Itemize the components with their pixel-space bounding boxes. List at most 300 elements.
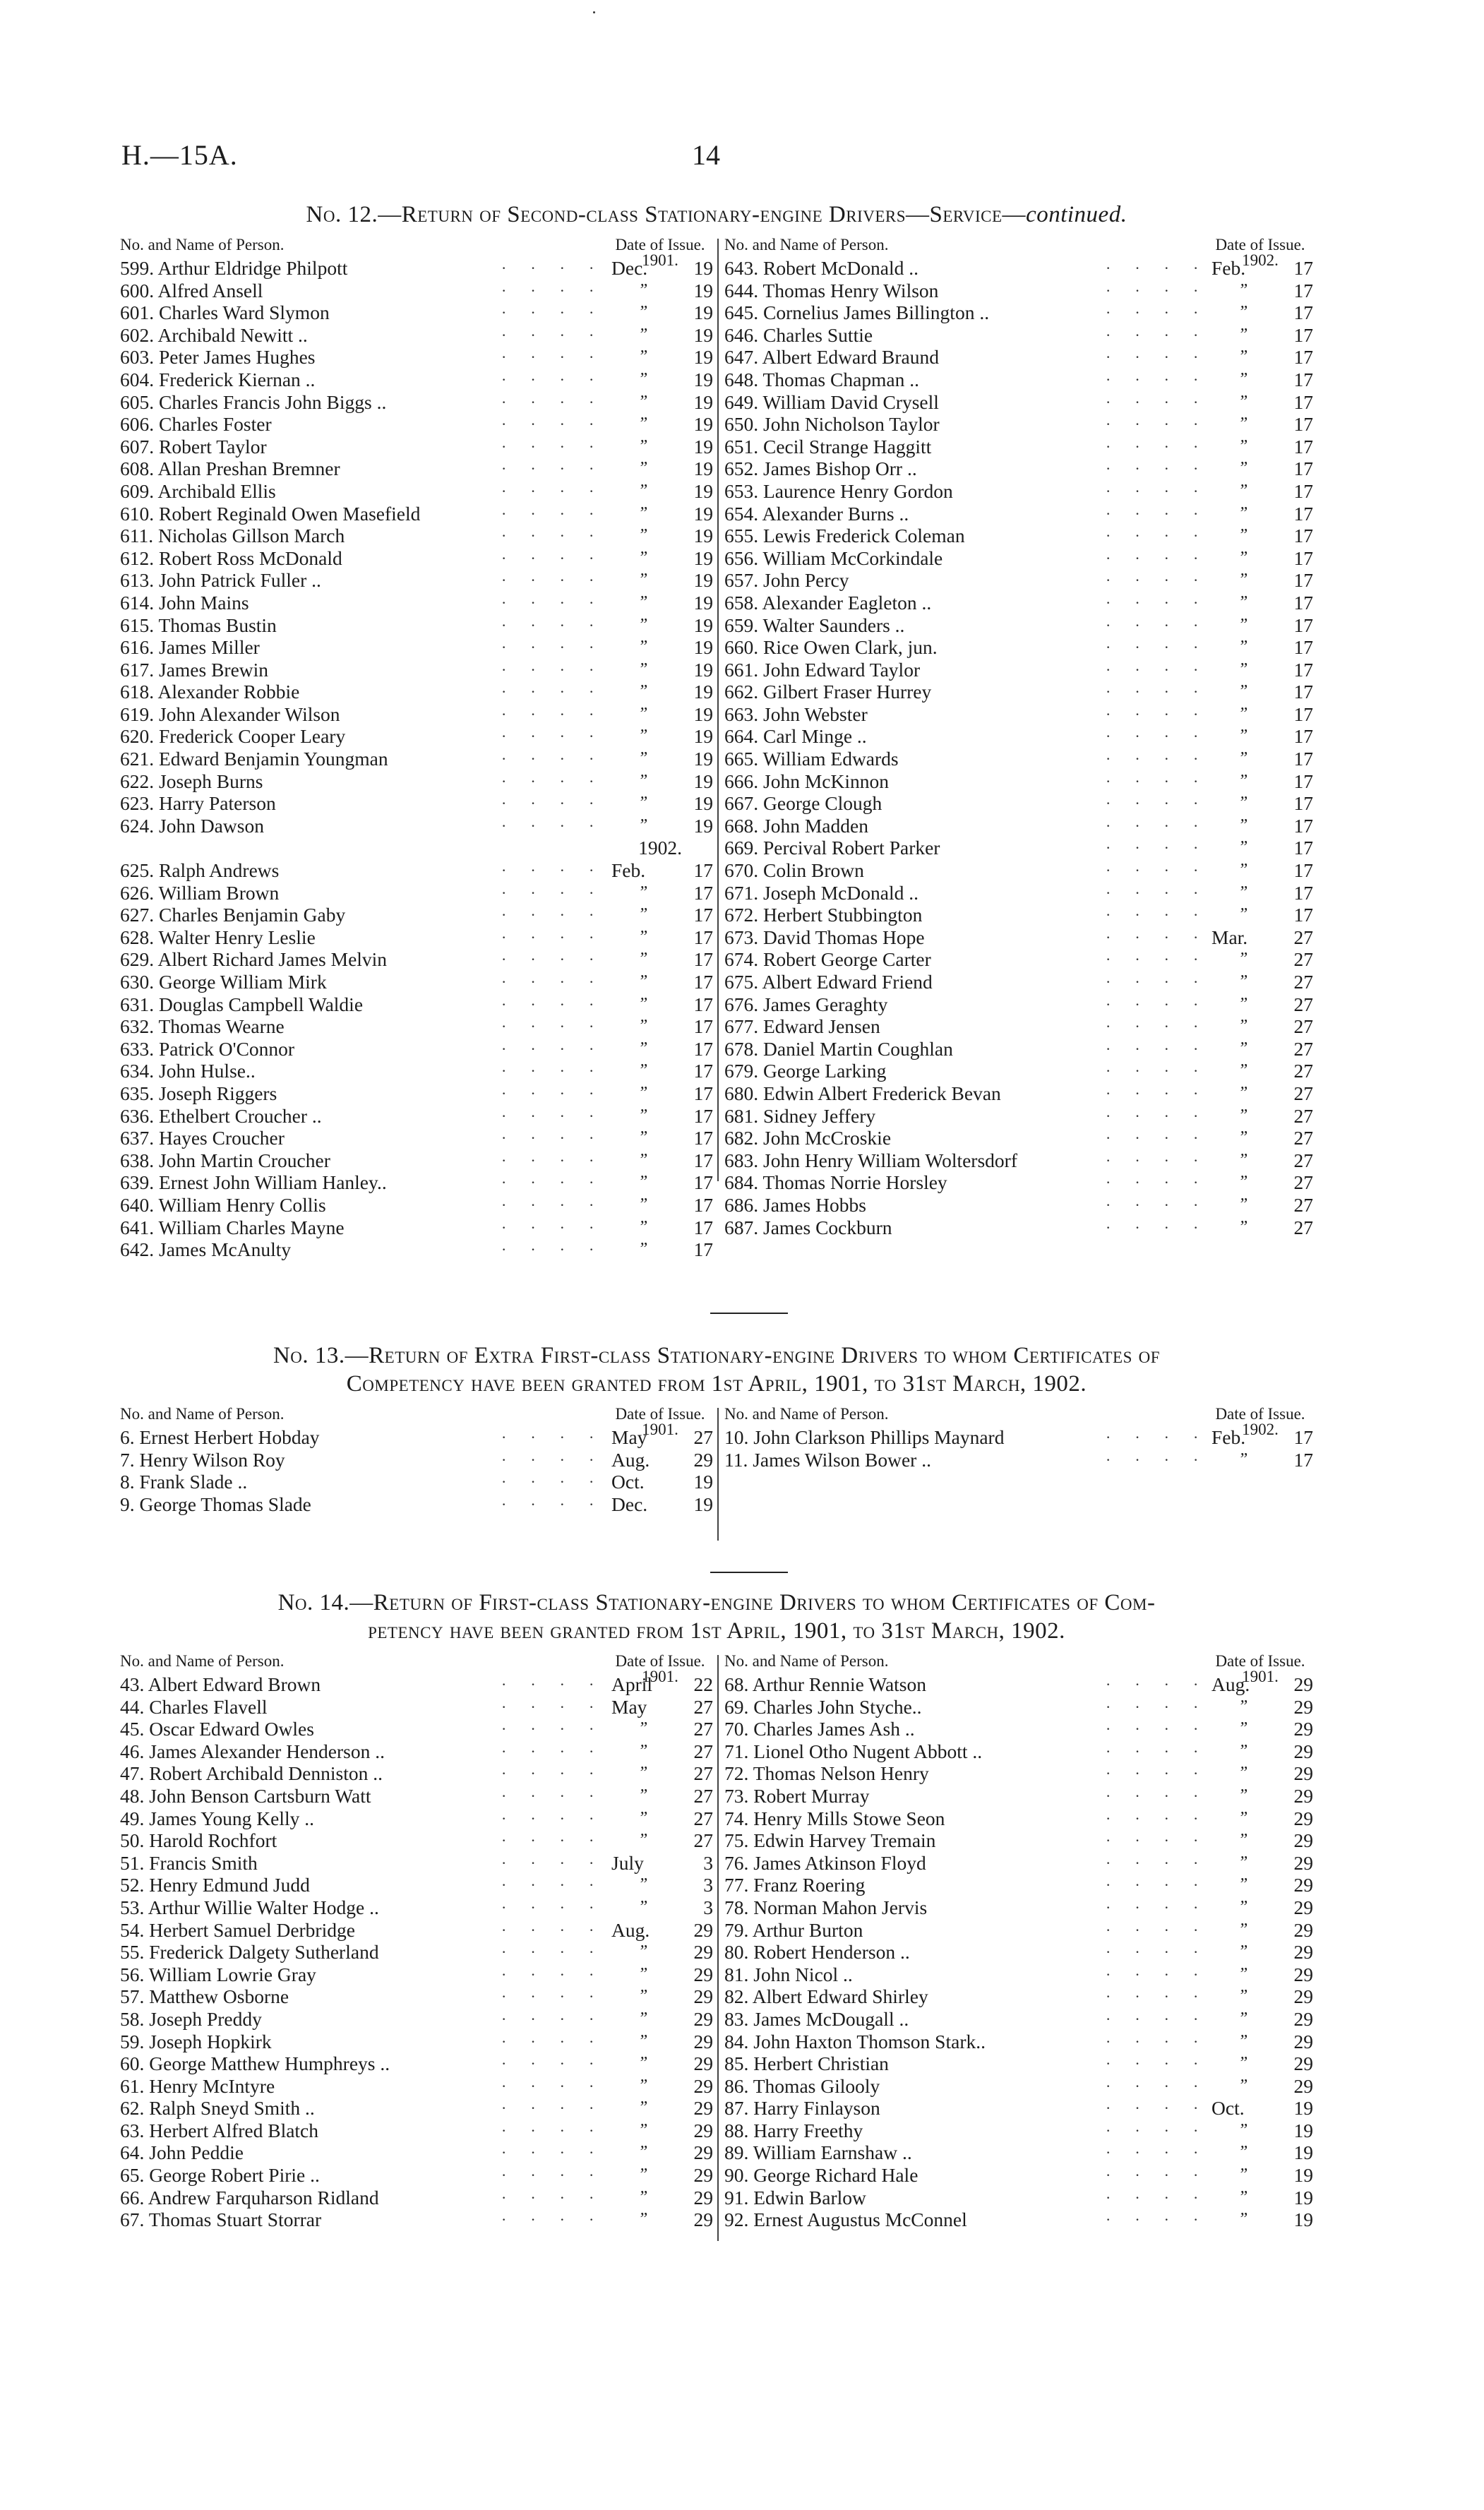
- issue-date: [607, 948, 713, 971]
- ditto-mark: ”: [1238, 1987, 1248, 2006]
- issue-day: 19: [693, 636, 713, 659]
- issue-day: 17: [693, 1171, 713, 1194]
- person-name: 51. Francis Smith: [120, 1851, 258, 1874]
- person-name: 90. George Richard Hale: [724, 2164, 918, 2187]
- person-name: 92. Ernest Augustus McConnel: [724, 2209, 967, 2231]
- person-name: 621. Edward Benjamin Youngman: [120, 748, 388, 770]
- ditto-mark: ”: [1238, 1083, 1248, 1102]
- date-header-year: 1901.: [642, 251, 678, 269]
- person-name: 617. James Brewin: [120, 658, 269, 681]
- person-name: 673. David Thomas Hope: [724, 926, 925, 948]
- issue-month: Oct.: [611, 1471, 645, 1493]
- entry-row: [120, 1082, 713, 1105]
- person-name: 644. Thomas Henry Wilson: [724, 279, 939, 301]
- person-name: 668. John Madden: [724, 814, 868, 837]
- issue-date: [607, 2141, 713, 2164]
- ditto-mark: ”: [638, 526, 648, 545]
- dot-leader: ····: [501, 1876, 618, 1894]
- person-name: 671. Joseph McDonald ..: [724, 881, 918, 904]
- dot-leader: ····: [501, 616, 618, 634]
- entry-row: [120, 1785, 713, 1807]
- issue-day: 29: [1293, 1941, 1313, 1964]
- entry-row: [724, 1105, 1313, 1128]
- person-name: 622. Joseph Burns: [120, 770, 263, 792]
- person-name: 89. William Earnshaw ..: [724, 2141, 912, 2164]
- ditto-mark: ”: [1238, 592, 1248, 611]
- issue-date: [1207, 1896, 1313, 1919]
- dot-leader: ····: [1106, 973, 1223, 991]
- issue-date: [607, 257, 713, 280]
- ditto-mark: ”: [638, 436, 648, 455]
- issue-day: 29: [693, 2141, 713, 2164]
- dot-leader: ····: [1106, 2211, 1223, 2229]
- issue-date: [607, 659, 713, 681]
- ditto-mark: ”: [1238, 1061, 1248, 1080]
- issue-month: Aug.: [1211, 1673, 1250, 1695]
- entry-row: [120, 614, 713, 637]
- issue-month: Dec.: [611, 1493, 648, 1515]
- dot-leader: ····: [1106, 482, 1223, 500]
- entry-row: [120, 770, 713, 793]
- entry-row: [724, 1762, 1313, 1785]
- entry-list: [120, 1673, 713, 2231]
- issue-day: 17: [693, 948, 713, 971]
- section-divider-rule: [710, 1313, 788, 1314]
- person-name: 8. Frank Slade ..: [120, 1471, 248, 1493]
- entry-row: [724, 971, 1313, 993]
- date-header-year: 1901.: [642, 1668, 678, 1685]
- dot-leader: ····: [501, 1764, 618, 1783]
- person-name: 654. Alexander Burns ..: [724, 502, 909, 525]
- return-14-section: [120, 1589, 1313, 2231]
- ditto-mark: ”: [638, 1808, 648, 1827]
- person-name: 9. George Thomas Slade: [120, 1493, 311, 1515]
- issue-day: 17: [1293, 591, 1313, 614]
- ditto-mark: ”: [638, 1786, 648, 1805]
- dot-leader: ····: [501, 995, 618, 1013]
- person-name: 638. John Martin Croucher: [120, 1149, 330, 1171]
- entry-row: [120, 1696, 713, 1719]
- issue-date: [1207, 1829, 1313, 1852]
- ditto-mark: ”: [1238, 2143, 1248, 2162]
- issue-date: [607, 2209, 713, 2231]
- issue-day: 19: [693, 614, 713, 636]
- issue-day: 17: [1293, 546, 1313, 569]
- ditto-mark: ”: [638, 2210, 648, 2229]
- ditto-mark: ”: [1238, 2031, 1248, 2050]
- issue-date: [1207, 882, 1313, 904]
- issue-date: [1207, 792, 1313, 815]
- entry-row: [724, 993, 1313, 1016]
- issue-date: [1207, 1762, 1313, 1785]
- issue-day: 27: [1293, 1193, 1313, 1216]
- issue-day: 19: [693, 525, 713, 547]
- dot-leader: ····: [1106, 1764, 1223, 1783]
- issue-date: [1207, 1718, 1313, 1740]
- person-name: 11. James Wilson Bower ..: [724, 1448, 931, 1471]
- issue-date: [1207, 703, 1313, 726]
- person-name: 659. Walter Saunders ..: [724, 614, 905, 636]
- ditto-mark: ”: [1238, 1039, 1248, 1058]
- entry-row: [724, 2097, 1313, 2120]
- entry-row: [120, 1493, 713, 1516]
- issue-month: Feb.: [1211, 257, 1246, 279]
- person-name: 611. Nicholas Gillson March: [120, 525, 345, 547]
- issue-day: 29: [693, 2007, 713, 2030]
- dot-leader: ····: [501, 1495, 618, 1513]
- date-header-label: Date of Issue.: [615, 1405, 705, 1423]
- issue-date: [1207, 904, 1313, 926]
- issue-date: [1207, 926, 1313, 949]
- ditto-mark: ”: [1238, 1786, 1248, 1805]
- return-13-title: [120, 1341, 1313, 1398]
- dot-leader: ····: [501, 683, 618, 701]
- entry-row: [724, 2052, 1313, 2075]
- issue-date: [1207, 636, 1313, 659]
- entry-row: [724, 2075, 1313, 2098]
- date-header-label: Date of Issue.: [615, 236, 705, 253]
- date-header-label: Date of Issue.: [1215, 1405, 1305, 1423]
- issue-day: 17: [1293, 1448, 1313, 1471]
- issue-date: [1207, 1964, 1313, 1986]
- issue-month: May: [611, 1695, 647, 1718]
- issue-date: [607, 2008, 713, 2031]
- issue-date: [607, 926, 713, 949]
- issue-day: 29: [1293, 1829, 1313, 1852]
- issue-day: 17: [1293, 257, 1313, 279]
- ditto-mark: ”: [638, 2143, 648, 2162]
- dot-leader: ····: [501, 772, 618, 790]
- entry-row: [724, 681, 1313, 703]
- dot-leader: ····: [1106, 1218, 1223, 1236]
- entry-row: [120, 1964, 713, 1986]
- dot-leader: ····: [1106, 883, 1223, 902]
- entry-row: [120, 2052, 713, 2075]
- dot-leader: ····: [1106, 2188, 1223, 2206]
- dot-leader: ····: [1106, 1428, 1223, 1446]
- issue-date: [607, 391, 713, 414]
- name-column-header: No. and Name of Person.: [120, 1652, 285, 1670]
- person-name: 66. Andrew Farquharson Ridland: [120, 2186, 379, 2209]
- dot-leader: ····: [1106, 1943, 1223, 1961]
- entry-row: [120, 1807, 713, 1830]
- person-name: 610. Robert Reginald Owen Masefield: [120, 502, 421, 525]
- person-name: 630. George William Mirk: [120, 971, 327, 993]
- issue-date: [607, 1238, 713, 1261]
- issue-date: [1207, 324, 1313, 347]
- ditto-mark: ”: [1238, 2165, 1248, 2185]
- entry-row: [120, 1852, 713, 1875]
- person-name: 660. Rice Owen Clark, jun.: [724, 636, 938, 659]
- issue-date: [607, 369, 713, 391]
- issue-month: Mar.: [1211, 926, 1248, 948]
- issue-day: 19: [693, 546, 713, 569]
- issue-date: [607, 1874, 713, 1896]
- issue-date: [1207, 391, 1313, 414]
- date-header-label: Date of Issue.: [1215, 236, 1305, 253]
- issue-month: April: [611, 1673, 653, 1695]
- page-header: [106, 138, 1377, 181]
- issue-date: [1207, 369, 1313, 391]
- issue-date: [1207, 770, 1313, 793]
- dot-leader: ····: [501, 1988, 618, 2006]
- ditto-mark: ”: [1238, 570, 1248, 590]
- entry-row: [724, 1696, 1313, 1719]
- person-name: 609. Archibald Ellis: [120, 479, 276, 502]
- entry-row: [120, 436, 713, 458]
- issue-day: 17: [693, 993, 713, 1015]
- issue-date: [607, 1471, 713, 1493]
- person-name: 676. James Geraghty: [724, 993, 888, 1015]
- issue-date: [1207, 1149, 1313, 1172]
- issue-date: [1207, 503, 1313, 525]
- entry-row: [120, 1449, 713, 1471]
- entry-row: [724, 1015, 1313, 1038]
- issue-date: [1207, 2209, 1313, 2231]
- dot-leader: ····: [501, 259, 618, 277]
- person-name: 681. Sidney Jeffery: [724, 1104, 876, 1127]
- issue-day: 19: [693, 390, 713, 413]
- entry-row: [120, 1673, 713, 1696]
- dot-leader: ····: [1106, 2166, 1223, 2185]
- person-name: 6. Ernest Herbert Hobday: [120, 1426, 320, 1448]
- person-name: 624. John Dawson: [120, 814, 264, 837]
- issue-date: [607, 346, 713, 369]
- entry-row: [120, 926, 713, 949]
- ditto-mark: ”: [1238, 659, 1248, 679]
- issue-month: Feb.: [1211, 1426, 1246, 1448]
- ditto-mark: ”: [638, 1106, 648, 1125]
- issue-day: 17: [693, 1060, 713, 1082]
- dot-leader: ····: [501, 1742, 618, 1760]
- dot-leader: ····: [1106, 460, 1223, 478]
- ditto-mark: ”: [1238, 414, 1248, 434]
- dot-leader: ····: [1106, 1853, 1223, 1872]
- issue-date: [607, 2052, 713, 2075]
- issue-day: 19: [693, 814, 713, 837]
- dot-leader: ····: [501, 906, 618, 924]
- ditto-mark: ”: [1238, 972, 1248, 991]
- person-name: 642. James McAnulty: [120, 1238, 292, 1261]
- column-divider: [717, 1408, 719, 1541]
- issue-day: 17: [1293, 904, 1313, 926]
- ditto-mark: ”: [1238, 1128, 1248, 1147]
- ditto-mark: ”: [638, 615, 648, 634]
- issue-date: [1207, 480, 1313, 503]
- issue-day: 27: [1293, 1127, 1313, 1149]
- issue-date: [607, 703, 713, 726]
- person-name: 71. Lionel Otho Nugent Abbott ..: [724, 1740, 983, 1762]
- person-name: 657. John Percy: [724, 569, 849, 592]
- issue-day: 19: [693, 748, 713, 770]
- dot-leader: ····: [501, 304, 618, 322]
- person-name: 91. Edwin Barlow: [724, 2186, 866, 2209]
- dot-leader: ····: [1106, 1151, 1223, 1169]
- ditto-mark: ”: [1238, 727, 1248, 746]
- person-name: 636. Ethelbert Croucher ..: [120, 1104, 322, 1127]
- dot-leader: ····: [501, 1853, 618, 1872]
- dot-leader: ····: [501, 504, 618, 522]
- issue-date: [1207, 2052, 1313, 2075]
- issue-day: 17: [1293, 770, 1313, 792]
- entry-row: [724, 1217, 1313, 1239]
- person-name: 620. Frederick Cooper Leary: [120, 725, 346, 748]
- dot-leader: ····: [1106, 2121, 1223, 2139]
- dot-leader: ····: [1106, 1876, 1223, 1894]
- entry-list: [724, 1673, 1313, 2231]
- dot-leader: ····: [1106, 593, 1223, 611]
- ditto-mark: ”: [1238, 771, 1248, 790]
- issue-day: 29: [1293, 1673, 1313, 1695]
- entry-row: [120, 2120, 713, 2142]
- entry-row: [120, 2008, 713, 2031]
- issue-day: 19: [693, 591, 713, 614]
- person-name: 641. William Charles Mayne: [120, 1216, 345, 1238]
- issue-date: [607, 324, 713, 347]
- ditto-mark: ”: [1238, 548, 1248, 567]
- person-name: 647. Albert Edward Braund: [724, 346, 939, 369]
- entry-row: [120, 2164, 713, 2187]
- issue-date: [607, 1964, 713, 1986]
- issue-date: [1207, 1038, 1313, 1060]
- ditto-mark: ”: [1238, 1764, 1248, 1783]
- issue-date: [1207, 1985, 1313, 2008]
- person-name: 640. William Henry Collis: [120, 1193, 326, 1216]
- issue-date: [607, 614, 713, 637]
- date-header-year: 1901.: [642, 1421, 678, 1438]
- issue-day: 29: [1293, 2030, 1313, 2052]
- entry-row: [120, 346, 713, 369]
- ditto-mark: ”: [638, 1897, 648, 1916]
- issue-day: 19: [1293, 2209, 1313, 2231]
- entry-row: [120, 948, 713, 971]
- entry-row: [120, 1015, 713, 1038]
- entry-row: [120, 815, 713, 837]
- entry-row: [724, 1852, 1313, 1875]
- issue-day: 17: [693, 971, 713, 993]
- issue-day: 17: [1293, 658, 1313, 681]
- ditto-mark: ”: [638, 1240, 648, 1259]
- issue-date: [607, 1941, 713, 1964]
- entry-row: [724, 837, 1313, 859]
- issue-date: [607, 1852, 713, 1875]
- person-name: 626. William Brown: [120, 881, 280, 904]
- issue-day: 19: [693, 1493, 713, 1515]
- issue-day: 17: [1293, 614, 1313, 636]
- entry-row: [724, 301, 1313, 324]
- dot-leader: ····: [1106, 772, 1223, 790]
- issue-day: 19: [693, 323, 713, 346]
- issue-day: 17: [1293, 1426, 1313, 1448]
- entry-row: [120, 882, 713, 904]
- entry-row: [120, 703, 713, 726]
- dot-leader: ····: [501, 415, 618, 434]
- person-name: 10. John Clarkson Phillips Maynard: [724, 1426, 1005, 1448]
- issue-date: [607, 413, 713, 436]
- issue-day: 17: [693, 1238, 713, 1261]
- person-name: 603. Peter James Hughes: [120, 346, 316, 369]
- issue-date: [1207, 301, 1313, 324]
- issue-date: [1207, 2187, 1313, 2209]
- entry-row: [120, 2209, 713, 2231]
- person-name: 68. Arthur Rennie Watson: [724, 1673, 926, 1695]
- dot-leader: ····: [501, 1084, 618, 1102]
- issue-date: [1207, 1127, 1313, 1149]
- entry-row: [724, 1038, 1313, 1060]
- ditto-mark: ”: [1238, 794, 1248, 813]
- entry-row: [724, 1985, 1313, 2008]
- ditto-mark: ”: [1238, 1719, 1248, 1738]
- issue-day: 17: [1293, 881, 1313, 904]
- entry-row: [724, 703, 1313, 726]
- entry-row: [724, 2008, 1313, 2031]
- issue-day: 17: [693, 1082, 713, 1104]
- issue-day: 17: [1293, 502, 1313, 525]
- ditto-mark: ”: [638, 1150, 648, 1169]
- issue-day: 29: [693, 2074, 713, 2097]
- ditto-mark: ”: [1238, 1195, 1248, 1214]
- issue-date: [607, 882, 713, 904]
- issue-date: [1207, 1171, 1313, 1194]
- issue-date: [1207, 547, 1313, 570]
- ditto-mark: ”: [1238, 638, 1248, 657]
- person-name: 83. James McDougall ..: [724, 2007, 909, 2030]
- person-name: 43. Albert Edward Brown: [120, 1673, 321, 1695]
- dot-leader: ····: [501, 348, 618, 366]
- date-header-label: Date of Issue.: [1215, 1652, 1305, 1670]
- ditto-mark: ”: [1238, 883, 1248, 902]
- ditto-mark: ”: [638, 2054, 648, 2073]
- ditto-mark: ”: [638, 749, 648, 768]
- person-name: 612. Robert Ross McDonald: [120, 546, 342, 569]
- person-name: 655. Lewis Frederick Coleman: [724, 525, 965, 547]
- issue-date: [1207, 1194, 1313, 1217]
- issue-day: 17: [1293, 458, 1313, 480]
- dot-leader: ····: [1106, 1965, 1223, 1983]
- issue-day: 29: [693, 2052, 713, 2075]
- dot-leader: ····: [501, 2032, 618, 2050]
- issue-date: [607, 1149, 713, 1172]
- dot-leader: ····: [501, 2099, 618, 2117]
- issue-day: 27: [1293, 1149, 1313, 1171]
- dot-leader: ····: [501, 571, 618, 590]
- issue-date: [1207, 1807, 1313, 1830]
- return-12-title-continued: continued.: [1026, 202, 1127, 227]
- entry-row: [724, 948, 1313, 971]
- dot-leader: ····: [501, 2211, 618, 2229]
- issue-date: [1207, 413, 1313, 436]
- entry-row: [724, 1449, 1313, 1471]
- ditto-mark: ”: [638, 1217, 648, 1236]
- issue-date: [607, 1105, 713, 1128]
- ditto-mark: ”: [638, 638, 648, 657]
- entry-row: [120, 859, 713, 882]
- entry-row: [724, 1807, 1313, 1830]
- entry-row: [724, 882, 1313, 904]
- ditto-mark: ”: [638, 994, 648, 1013]
- dot-leader: ····: [1106, 794, 1223, 813]
- issue-day: 19: [693, 279, 713, 301]
- person-name: 631. Douglas Campbell Waldie: [120, 993, 364, 1015]
- person-name: 60. George Matthew Humphreys ..: [120, 2052, 390, 2075]
- issue-date: [607, 1217, 713, 1239]
- dot-leader: ····: [501, 1809, 618, 1827]
- entry-row: [120, 480, 713, 503]
- person-name: 82. Albert Edward Shirley: [724, 1985, 928, 2008]
- ditto-mark: ”: [638, 1173, 648, 1192]
- issue-day: 27: [693, 1807, 713, 1829]
- ditto-mark: ”: [1238, 347, 1248, 366]
